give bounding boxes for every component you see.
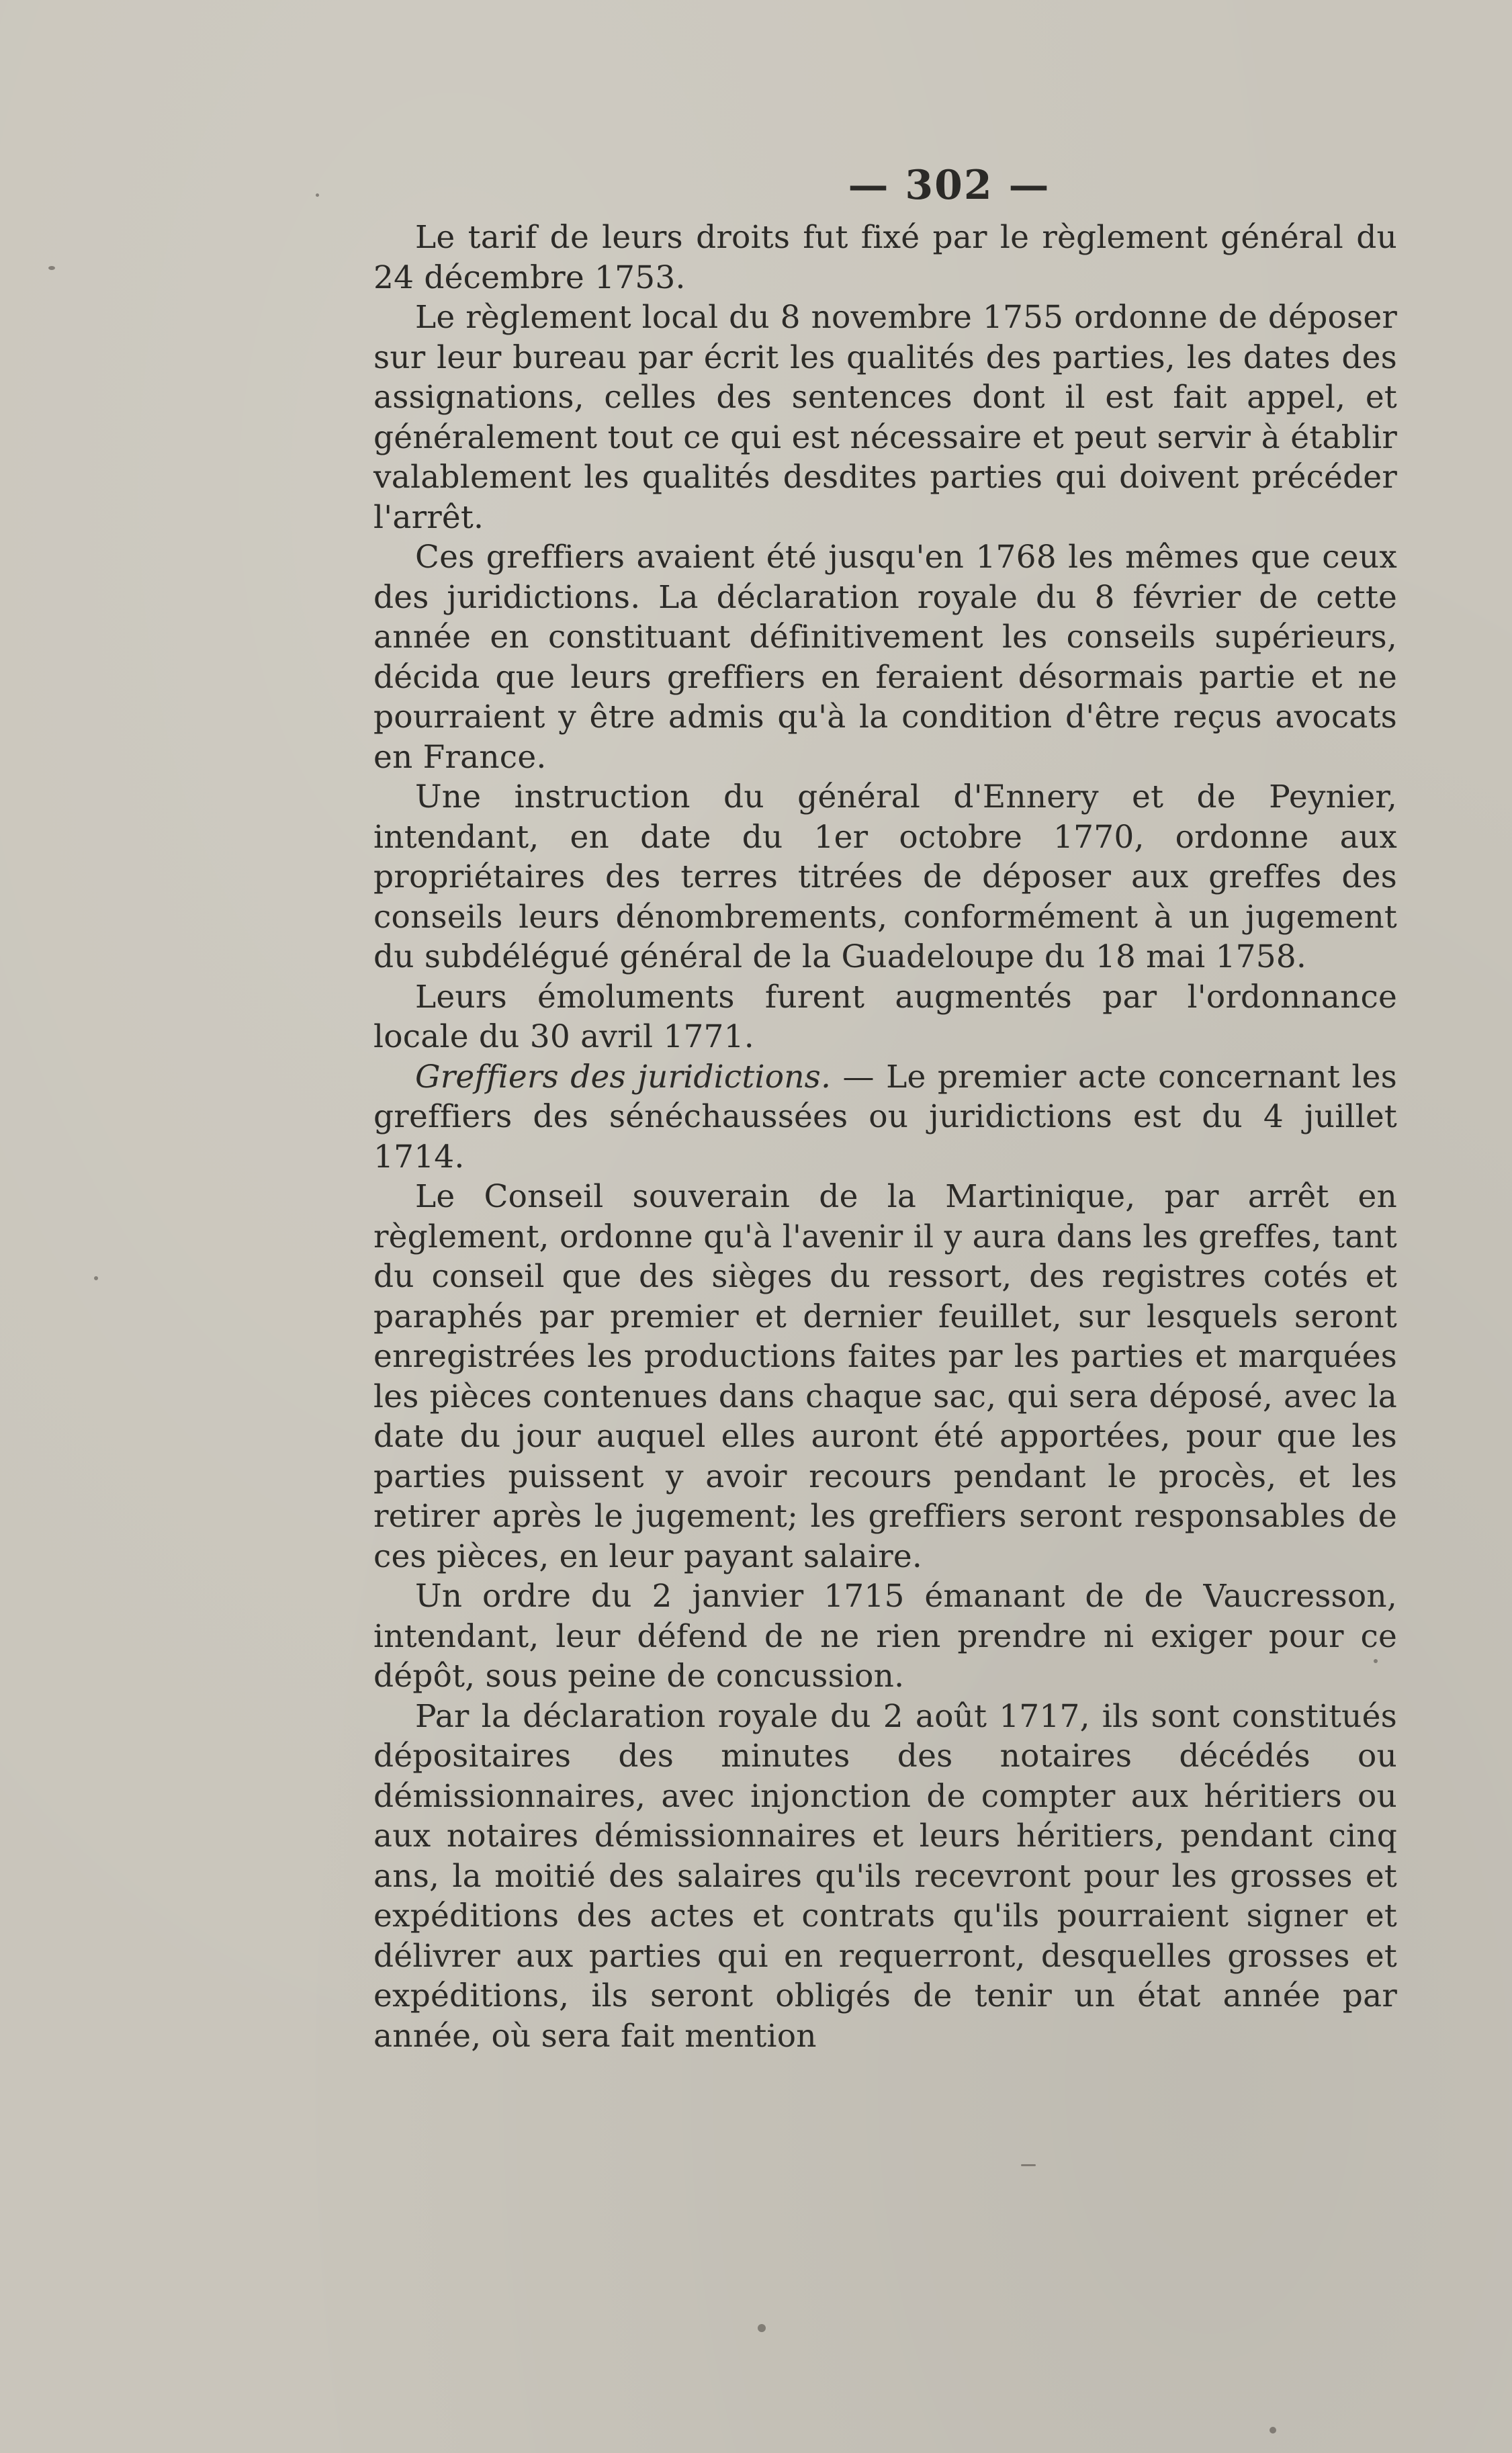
paragraph: Un ordre du 2 janvier 1715 émanant de de Vaucresson, intendant, leur défend de ne rien prendre ni exiger pour ce dépôt, sous peine de concussion. <box>373 1578 1397 1695</box>
paper-speck <box>316 193 319 197</box>
paragraph: Une instruction du général d'Ennery et de Peynier, intendant, en date du 1er octobre 1770, ordonne aux propriétaires des terres titrées de déposer aux greffes des conseils leurs dénombrements, conformément à un jugement du subdélégué général de la Guadeloupe du 18 mai 1758. <box>373 778 1397 975</box>
paper-speck <box>758 2324 766 2332</box>
paragraph: Le tarif de leurs droits fut fixé par le règlement général du 24 décembre 1753. <box>373 219 1397 296</box>
page-text-block <box>373 159 1397 2056</box>
paragraph-text: — Le premier acte concernant les greffiers des sénéchaussées ou juridictions est du 4 juillet 1714. <box>373 1058 1397 1175</box>
section-heading: Greffiers des juridictions. <box>415 1058 832 1096</box>
page-number: — 302 — <box>848 162 1051 209</box>
paper-speck <box>1270 2427 1276 2434</box>
paragraph-with-heading <box>373 1057 1397 1177</box>
paper-speck <box>48 266 55 270</box>
paper-speck <box>1021 2164 1036 2166</box>
paper-speck <box>94 1276 98 1280</box>
paragraph: Par la déclaration royale du 2 août 1717, ils sont constitués dépositaires des minutes des notaires décédés ou démissionnaires, avec injonction de compter aux héritiers ou aux notaires démissionnaires et leurs héritiers, pendant cinq ans, la moitié des salaires qu'ils recevront pour les grosses et expéditions des actes et contrats qu'ils pourraient signer et délivrer aux parties qui en requerront, desquelles grosses et expéditions, ils seront obligés de tenir un état année par année, où sera fait mention <box>373 1697 1397 2055</box>
paragraph: Le Conseil souverain de la Martinique, par arrêt en règlement, ordonne qu'à l'avenir il y aura dans les greffes, tant du conseil que des sièges du ressort, des registres cotés et paraphés par premier et dernier feuillet, sur lesquels seront enregistrées les productions faites par les parties et marquées les pièces contenues dans chaque sac, qui sera déposé, avec la date du jour auquel elles auront été apportées, pour que les parties puissent y avoir recours pendant le procès, et les retirer après le jugement; les greffiers seront responsables de ces pièces, en leur payant salaire. <box>373 1178 1397 1575</box>
paragraph: Ces greffiers avaient été jusqu'en 1768 les mêmes que ceux des juridictions. La déclaration royale du 8 février de cette année en constituant définitivement les conseils supérieurs, décida que leurs greffiers en feraient désormais partie et ne pourraient y être admis qu'à la condition d'être reçus avocats en France. <box>373 539 1397 776</box>
paragraph: Leurs émoluments furent augmentés par l'ordonnance locale du 30 avril 1771. <box>373 978 1397 1055</box>
paragraph: Le règlement local du 8 novembre 1755 ordonne de déposer sur leur bureau par écrit les qualités des parties, les dates des assignations, celles des sentences dont il est fait appel, et généralement tout ce qui est nécessaire et peut servir à établir valablement les qualités desdites parties qui doivent précéder l'arrêt. <box>373 299 1397 536</box>
